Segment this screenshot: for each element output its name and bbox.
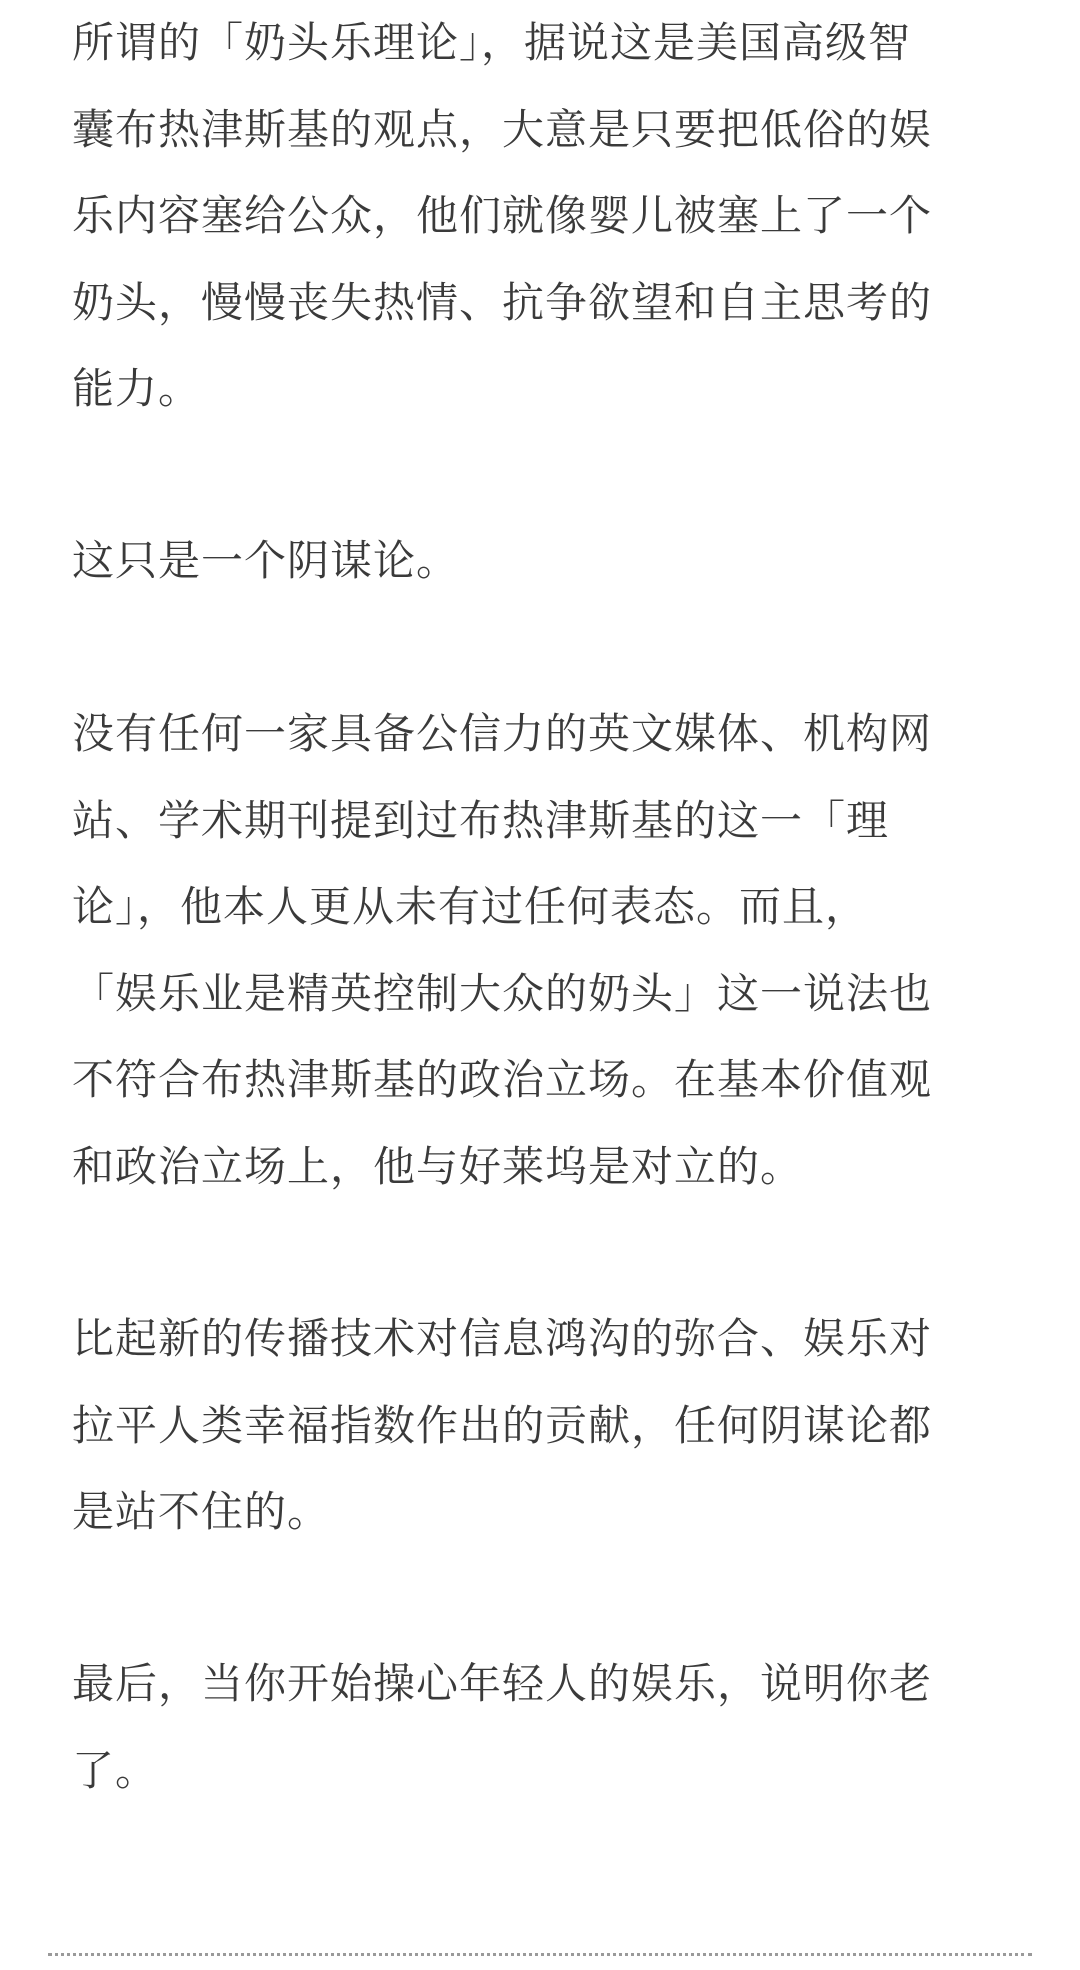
paragraph-nipple-theory (72, 0, 932, 433)
text-line: 了。 (72, 1745, 159, 1795)
text-line: 「娱乐业是精英控制大众的奶头」这一说法也 (72, 968, 933, 1018)
text-line: 囊布热津斯基的观点，大意是只要把低俗的娱 (72, 104, 933, 154)
text-line: 奶头，慢慢丧失热情、抗争欲望和自主思考的 (72, 277, 933, 327)
text-line: 最后，当你开始操心年轻人的娱乐，说明你老 (72, 1659, 933, 1708)
paragraph-conclusion (72, 1641, 932, 1814)
text-line: 能力。 (72, 364, 202, 413)
dotted-divider (48, 1953, 1032, 1956)
text-line: 这只是一个阴谋论。 (72, 536, 460, 585)
paragraph-technology (72, 1296, 932, 1556)
text-line: 乐内容塞给公众，他们就像婴儿被塞上了一个 (72, 191, 933, 240)
text-line: 论」，他本人更从未有过任何表态。而且， (72, 882, 869, 931)
text-line: 拉平人类幸福指数作出的贡献，任何阴谋论都 (72, 1400, 933, 1450)
text-line: 不符合布热津斯基的政治立场。在基本价值观 (72, 1055, 933, 1104)
paragraph-conspiracy (72, 518, 459, 605)
text-line: 所谓的「奶头乐理论」，据说这是美国高级智 (72, 18, 912, 67)
text-line: 站、学术期刊提到过布热津斯基的这一「理 (72, 795, 890, 845)
text-line: 比起新的传播技术对信息鸿沟的弥合、娱乐对 (72, 1314, 933, 1363)
text-line: 是站不住的。 (72, 1487, 331, 1536)
paragraph-no-sources (72, 691, 932, 1210)
text-line: 没有任何一家具备公信力的英文媒体、机构网 (72, 709, 933, 758)
text-line: 和政治立场上，他与好莱坞是对立的。 (72, 1141, 804, 1191)
